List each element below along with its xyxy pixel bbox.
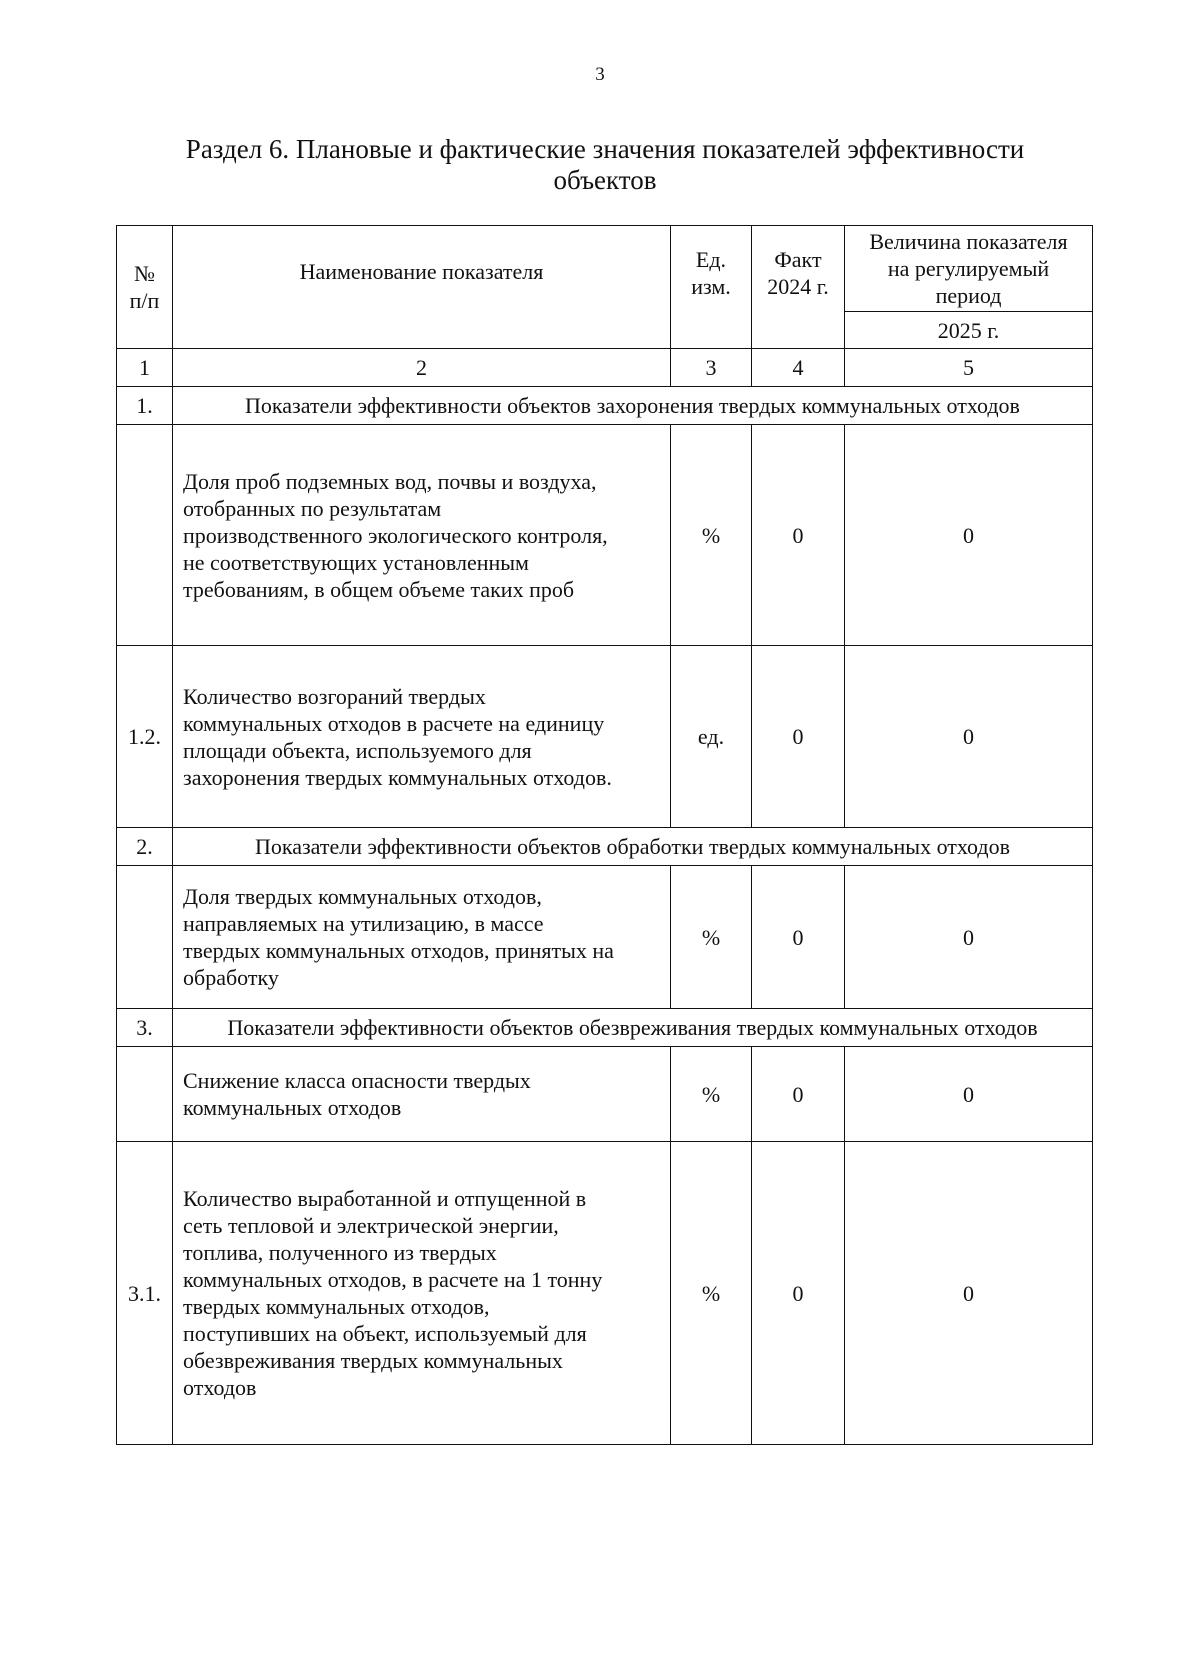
table-row (117, 1047, 1093, 1142)
fact-cell: 0 (752, 1047, 845, 1142)
indicator-name: Доля проб подземных вод, почвы и воздуха, отобранных по результатам производственного экологического контроля, не соответствующих установленным требованиям, в общем объеме таких проб (173, 425, 671, 646)
row-number (117, 866, 173, 1009)
table-row (117, 866, 1093, 1009)
column-numbers-row (117, 349, 1093, 387)
plan-cell: 0 (845, 866, 1093, 1009)
section-title: Показатели эффективности объектов обезвреживания твердых коммунальных отходов (173, 1009, 1093, 1047)
section-number: 3. (117, 1009, 173, 1047)
header-plan-year: 2025 г. (845, 312, 1093, 349)
section-row (117, 828, 1093, 866)
table-row (117, 425, 1093, 646)
header-number: № п/п (117, 226, 173, 349)
row-number: 3.1. (117, 1142, 173, 1445)
section-row (117, 1009, 1093, 1047)
fact-cell: 0 (752, 646, 845, 828)
indicators-table (116, 225, 1093, 1445)
table-row (117, 1142, 1093, 1445)
section-title: Показатели эффективности объектов захоронения твердых коммунальных отходов (173, 387, 1093, 425)
column-number: 4 (752, 349, 845, 387)
document-title (160, 134, 1050, 196)
indicator-name: Количество выработанной и отпущенной в сеть тепловой и электрической энергии, топлива, полученного из твердых коммунальных отходов, в расчете на 1 тонну твердых коммунальных отходов, поступивших на объект, используемый для обезвреживания твердых коммунальных отходов (173, 1142, 671, 1445)
title-line-2: объектов (553, 165, 657, 195)
section-number: 1. (117, 387, 173, 425)
unit-cell: % (671, 1047, 752, 1142)
header-row (117, 226, 1093, 312)
row-number: 1.2. (117, 646, 173, 828)
fact-cell: 0 (752, 1142, 845, 1445)
indicator-name: Доля твердых коммунальных отходов, направляемых на утилизацию, в массе твердых коммунальных отходов, принятых на обработку (173, 866, 671, 1009)
page-number: 3 (595, 64, 605, 85)
column-number: 5 (845, 349, 1093, 387)
column-number: 3 (671, 349, 752, 387)
unit-cell: ед. (671, 646, 752, 828)
header-unit: Ед. изм. (671, 226, 752, 349)
unit-cell: % (671, 425, 752, 646)
header-fact: Факт 2024 г. (752, 226, 845, 349)
header-indicator-name: Наименование показателя (173, 226, 671, 349)
title-line-1: Раздел 6. Плановые и фактические значения показателей эффективности (185, 134, 1025, 164)
plan-cell: 0 (845, 1142, 1093, 1445)
section-number: 2. (117, 828, 173, 866)
unit-cell: % (671, 866, 752, 1009)
plan-cell: 0 (845, 1047, 1093, 1142)
column-number: 1 (117, 349, 173, 387)
indicator-name: Снижение класса опасности твердых коммунальных отходов (173, 1047, 671, 1142)
row-number (117, 425, 173, 646)
fact-cell: 0 (752, 866, 845, 1009)
plan-cell: 0 (845, 425, 1093, 646)
row-number (117, 1047, 173, 1142)
fact-cell: 0 (752, 425, 845, 646)
indicator-name: Количество возгораний твердых коммунальных отходов в расчете на единицу площади объекта, используемого для захоронения твердых коммунальных отходов. (173, 646, 671, 828)
section-title: Показатели эффективности объектов обработки твердых коммунальных отходов (173, 828, 1093, 866)
column-number: 2 (173, 349, 671, 387)
section-row (117, 387, 1093, 425)
plan-cell: 0 (845, 646, 1093, 828)
header-plan: Величина показателя на регулируемый период (845, 226, 1093, 312)
unit-cell: % (671, 1142, 752, 1445)
table-row (117, 646, 1093, 828)
